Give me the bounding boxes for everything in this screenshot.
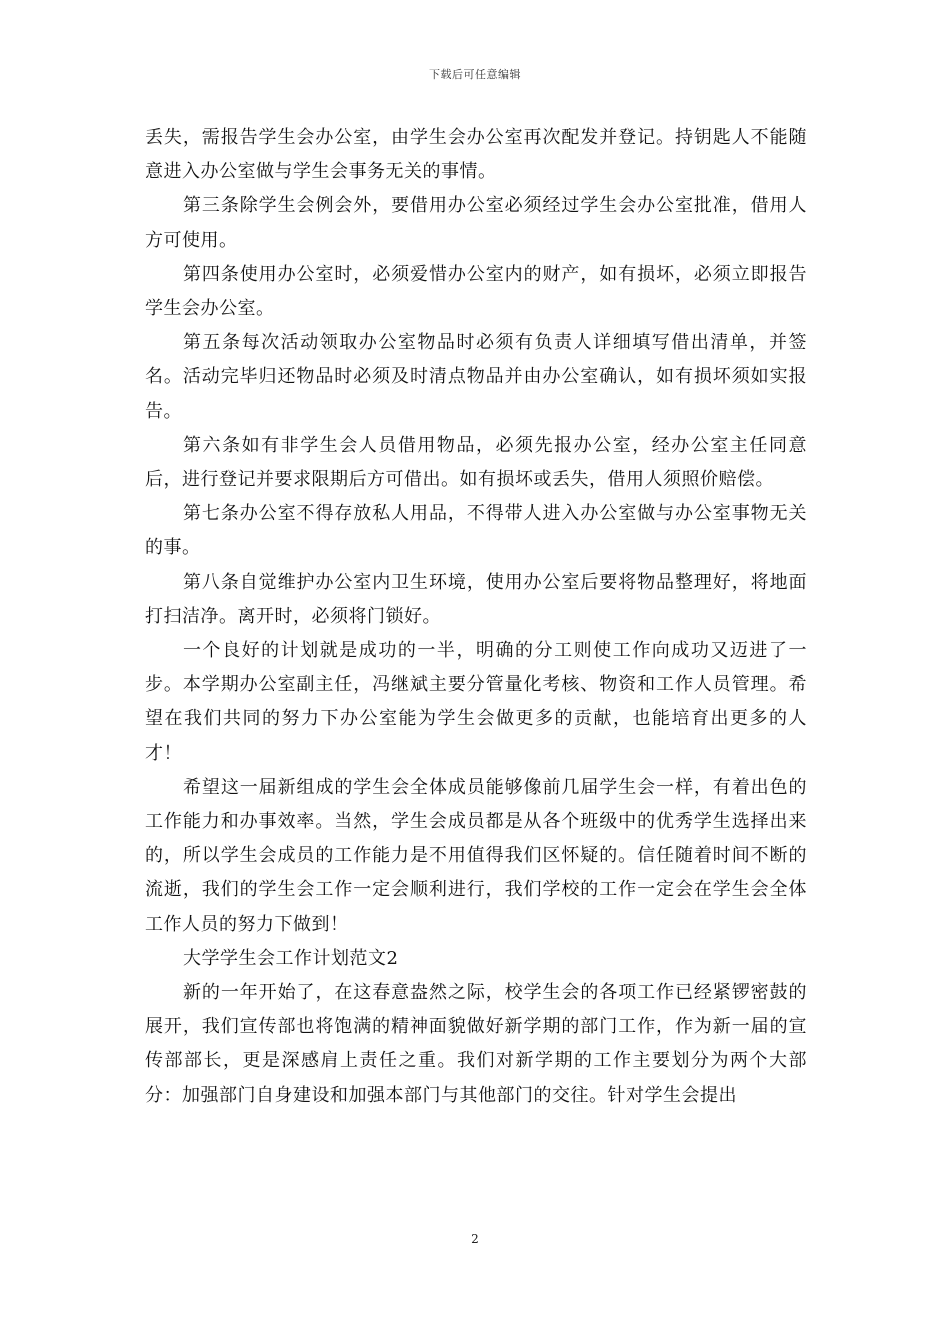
paragraph: 第七条办公室不得存放私人用品，不得带人进入办公室做与办公室事物无关的事。	[145, 503, 807, 559]
paragraph: 一个良好的计划就是成功的一半，明确的分工则使工作向成功又迈进了一步。本学期办公室副主任，冯继斌主要分管量化考核、物资和工作人员管理。希望在我们共同的努力下办公室能为学生会做更多的贡献，也能培育出更多的人才！	[145, 640, 807, 764]
paragraph: 第八条自觉维护办公室内卫生环境，使用办公室后要将物品整理好，将地面打扫洁净。离开时，必须将门锁好。	[145, 571, 807, 627]
paragraph: 希望这一届新组成的学生会全体成员能够像前几届学生会一样，有着出色的工作能力和办事效率。当然，学生会成员都是从各个班级中的优秀学生选择出来的，所以学生会成员的工作能力是不用值得我们区怀疑的。信任随着时间不断的流逝，我们的学生会工作一定会顺利进行，我们学校的工作一定会在学生会全体工作人员的努力下做到！	[145, 776, 807, 935]
page-header: 下载后可任意编辑	[429, 68, 521, 81]
paragraph: 第四条使用办公室时，必须爱惜办公室内的财产，如有损坏，必须立即报告学生会办公室。	[145, 263, 807, 320]
paragraph: 新的一年开始了，在这春意盎然之际，校学生会的各项工作已经紧锣密鼓的展开，我们宣传部也将饱满的精神面貌做好新学期的部门工作，作为新一届的宣传部部长，更是深感肩上责任之重。我们对新学期的工作主要划分为两个大部分：加强部门自身建设和加强本部门与其他部门的交往。针对学生会提出	[145, 982, 807, 1106]
paragraph: 第六条如有非学生会人员借用物品，必须先报办公室，经办公室主任同意后，进行登记并要求限期后方可借出。如有损坏或丢失，借用人须照价赔偿。	[145, 434, 807, 491]
page-number: 2	[471, 1232, 479, 1246]
paragraph: 第三条除学生会例会外，要借用办公室必须经过学生会办公室批准，借用人方可使用。	[145, 195, 807, 251]
paragraph: 第五条每次活动领取办公室物品时必须有负责人详细填写借出清单，并签名。活动完毕归还物品时必须及时清点物品并由办公室确认，如有损坏须如实报告。	[145, 332, 807, 422]
section-heading: 大学学生会工作计划范文2	[183, 947, 399, 969]
paragraph: 丢失，需报告学生会办公室，由学生会办公室再次配发并登记。持钥匙人不能随意进入办公室做与学生会事务无关的事情。	[145, 127, 807, 183]
document-body	[145, 121, 807, 1113]
